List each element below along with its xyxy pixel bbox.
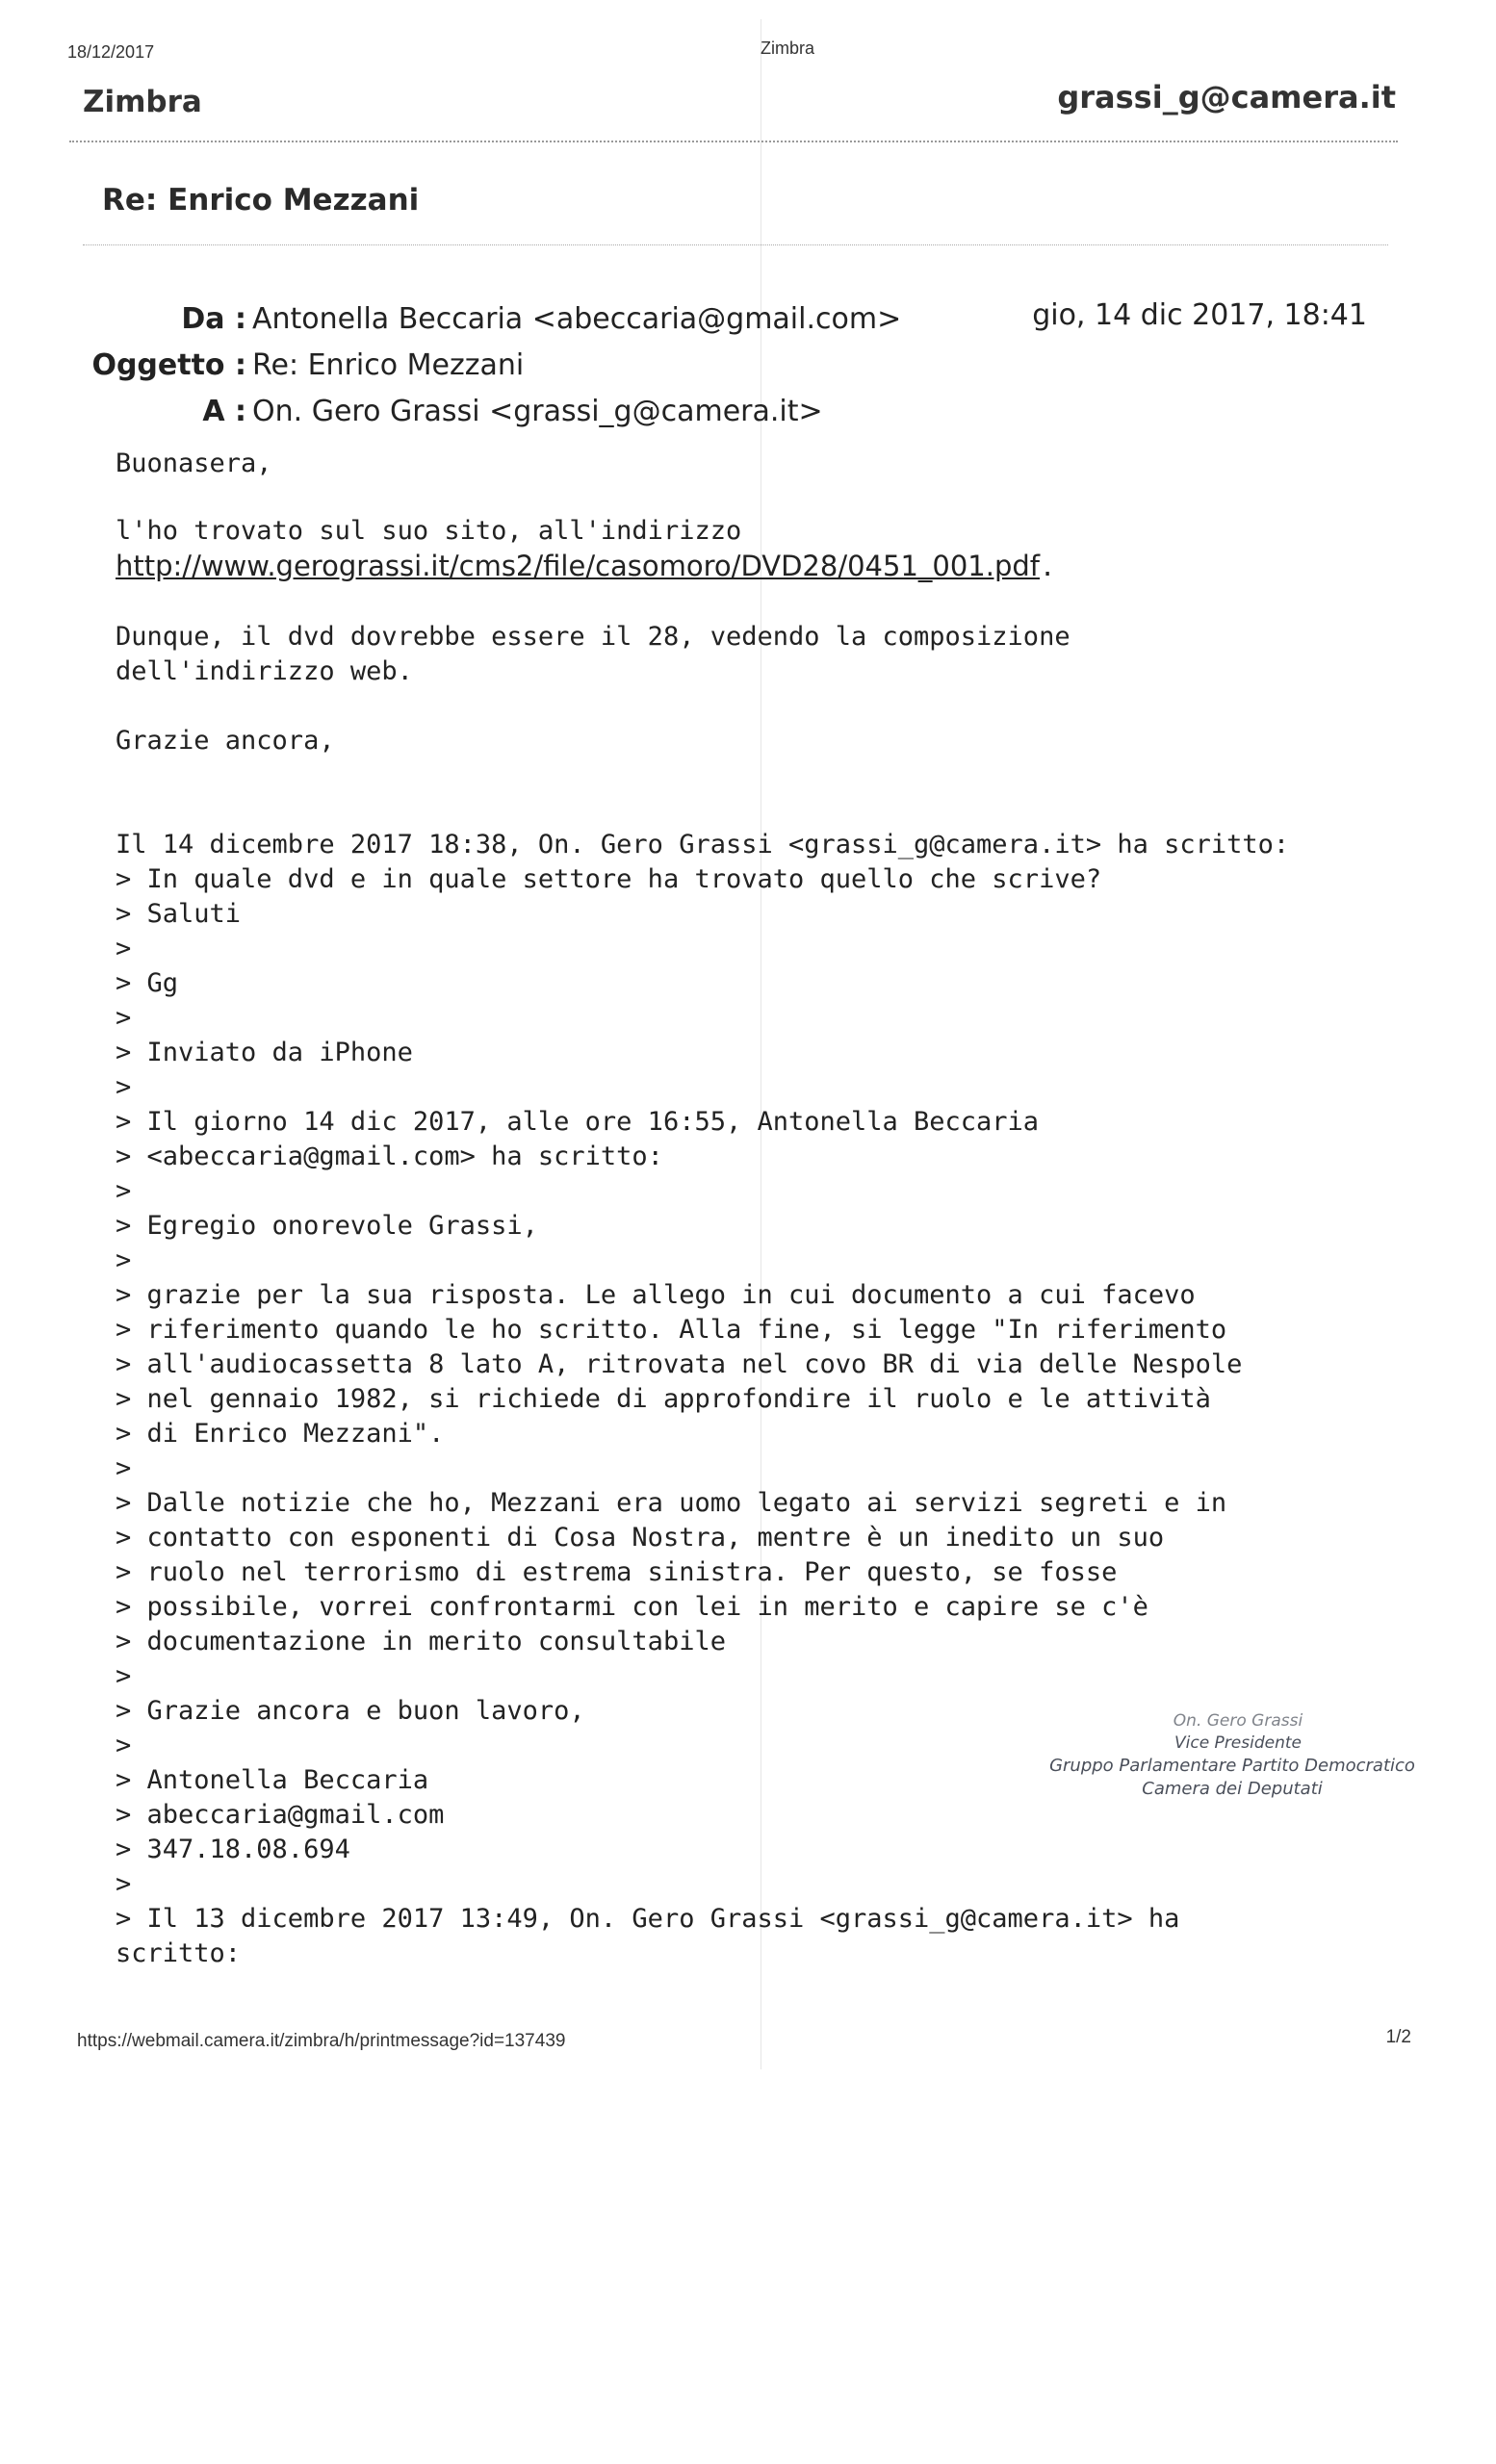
stamp-group: Gruppo Parlamentare Partito Democratico [1049, 1756, 1415, 1776]
document-link[interactable]: http://www.gerograssi.it/cms2/file/casomoro/DVD28/0451_001.pdf [116, 550, 1041, 582]
subject-label: Oggetto : [91, 348, 246, 382]
body-line1: l'ho trovato sul suo sito, all'indirizzo [116, 516, 742, 546]
link-suffix: . [1040, 552, 1056, 582]
message-title: Re: Enrico Mezzani [102, 183, 420, 218]
quoted-line: > [116, 934, 132, 963]
quoted-line: > Saluti [116, 899, 242, 929]
to-label: A : [202, 395, 246, 428]
quoted-line: > abeccaria@gmail.com [116, 1800, 445, 1830]
print-date: 18/12/2017 [67, 42, 155, 62]
sent-date: gio, 14 dic 2017, 18:41 [1032, 298, 1367, 332]
quoted-line: > nel gennaio 1982, si richiede di approfondire il ruolo e le attività [116, 1384, 1211, 1414]
quoted-line: > di Enrico Mezzani". [116, 1419, 445, 1449]
page-number: 1/2 [1385, 2027, 1411, 2047]
stamp-chamber: Camera dei Deputati [1142, 1779, 1323, 1799]
quoted-line: > [116, 1003, 132, 1033]
subject-value: Re: Enrico Mezzani [252, 348, 525, 382]
stamp-name: On. Gero Grassi [1173, 1711, 1303, 1731]
quoted-line: > possibile, vorrei confrontarmi con lei in merito e capire se c'è [116, 1592, 1148, 1622]
quoted-line: > [116, 1869, 132, 1899]
quoted-line: > Il giorno 14 dic 2017, alle ore 16:55, Antonella Beccaria [116, 1107, 1040, 1137]
quoted-line: > riferimento quando le ho scritto. Alla fine, si legge "In riferimento [116, 1315, 1227, 1345]
account-email: grassi_g@camera.it [1057, 79, 1396, 116]
quoted-line: > documentazione in merito consultabile [116, 1627, 726, 1656]
zimbra-brand: Zimbra [83, 85, 202, 119]
quoted-line: > [116, 1453, 132, 1483]
quoted-line: > [116, 1072, 132, 1102]
quoted-line: > [116, 1245, 132, 1275]
quoted-line: > Inviato da iPhone [116, 1038, 413, 1067]
title-divider [83, 244, 1388, 245]
quoted-line: > Gg [116, 968, 179, 998]
quoted-line: > [116, 1731, 132, 1760]
quoted-line: Il 14 dicembre 2017 18:38, On. Gero Grassi <grassi_g@camera.it> ha scritto: [116, 830, 1290, 860]
header-divider [69, 141, 1398, 142]
from-value: Antonella Beccaria <abeccaria@gmail.com> [252, 302, 902, 336]
from-label: Da : [181, 302, 246, 336]
quoted-line: > In quale dvd e in quale settore ha trovato quello che scrive? [116, 864, 1102, 894]
quoted-line: > grazie per la sua risposta. Le allego in cui documento a cui facevo [116, 1280, 1196, 1310]
quoted-line: > <abeccaria@gmail.com> ha scritto: [116, 1142, 663, 1171]
to-value: On. Gero Grassi <grassi_g@camera.it> [252, 395, 823, 428]
body-link-line [116, 549, 1055, 585]
quoted-line: > contatto con esponenti di Cosa Nostra, mentre è un inedito un suo [116, 1523, 1165, 1553]
quoted-line: > Egregio onorevole Grassi, [116, 1211, 538, 1241]
body-thanks: Grazie ancora, [116, 726, 335, 756]
quoted-line: > [116, 1661, 132, 1691]
body-para2-line1: Dunque, il dvd dovrebbe essere il 28, vedendo la composizione [116, 622, 1070, 652]
quoted-thread [116, 828, 1289, 1971]
quoted-line: scritto: [116, 1938, 242, 1968]
stamp-role: Vice Presidente [1174, 1733, 1302, 1753]
quoted-line: > Dalle notizie che ho, Mezzani era uomo legato ai servizi segreti e in [116, 1488, 1227, 1518]
quoted-line: > all'audiocassetta 8 lato A, ritrovata nel covo BR di via delle Nespole [116, 1349, 1243, 1379]
quoted-line: > ruolo nel terrorismo di estrema sinistra. Per questo, se fosse [116, 1557, 1118, 1587]
quoted-line: > Grazie ancora e buon lavoro, [116, 1696, 585, 1726]
quoted-line: > Il 13 dicembre 2017 13:49, On. Gero Grassi <grassi_g@camera.it> ha [116, 1904, 1180, 1934]
print-app-name: Zimbra [761, 38, 815, 58]
body-greeting: Buonasera, [116, 449, 272, 478]
quoted-line: > Antonella Beccaria [116, 1765, 429, 1795]
body-para2-line2: dell'indirizzo web. [116, 656, 413, 686]
quoted-line: > 347.18.08.694 [116, 1835, 350, 1864]
quoted-line: > [116, 1176, 132, 1206]
footer-url: https://webmail.camera.it/zimbra/h/printmessage?id=137439 [77, 2031, 566, 2051]
